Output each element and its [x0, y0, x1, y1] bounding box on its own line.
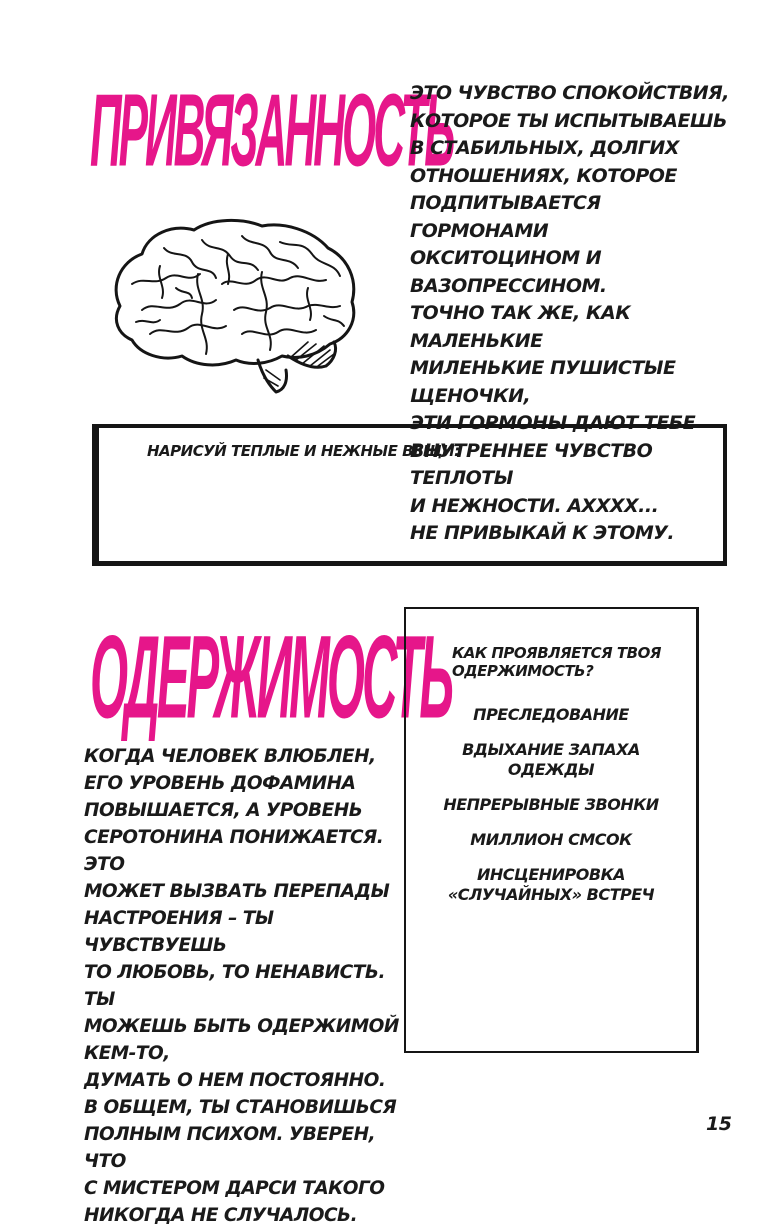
manifestations-list	[406, 705, 696, 920]
brain-icon	[102, 214, 360, 396]
manifestations-question: КАК ПРОЯВЛЯЕТСЯ ТВОЯ ОДЕРЖИМОСТЬ?	[452, 644, 661, 680]
obsession-description: КОГДА ЧЕЛОВЕК ВЛЮБЛЕН, ЕГО УРОВЕНЬ ДОФАМИНА ПОВЫШАЕТСЯ, А УРОВЕНЬ СЕРОТОНИНА ПОНИЖАЕТСЯ. ЭТО МОЖЕТ ВЫЗВАТЬ ПЕРЕПАДЫ НАСТРОЕНИЯ – ТЫ ЧУВСТВУЕШЬ ТО ЛЮБОВЬ, ТО НЕНАВИСТЬ. ТЫ МОЖЕШЬ БЫТЬ ОДЕРЖИМОЙ КЕМ-ТО, ДУМАТЬ О НЕМ ПОСТОЯННО. В ОБЩЕМ, ТЫ СТАНОВИШЬСЯ ПОЛНЫМ ПСИХОМ. УВЕРЕН, ЧТО С МИСТЕРОМ ДАРСИ ТАКОГО НИКОГДА НЕ СЛУЧАЛОСЬ.	[84, 746, 399, 1226]
list-item: МИЛЛИОН СМСОК	[470, 830, 632, 849]
manifestations-box	[404, 607, 699, 1053]
drawing-area[interactable]	[92, 424, 727, 566]
list-item: ВДЫХАНИЕ ЗАПАХА ОДЕЖДЫ	[462, 740, 640, 779]
list-item: ПРЕСЛЕДОВАНИЕ	[473, 705, 629, 724]
attachment-description: ЭТО ЧУВСТВО СПОКОЙСТВИЯ, КОТОРОЕ ТЫ ИСПЫТЫВАЕШЬ В СТАБИЛЬНЫХ, ДОЛГИХ ОТНОШЕНИЯХ, КОТОРОЕ ПОДПИТЫВАЕТСЯ ГОРМОНАМИ ОКСИТОЦИНОМ И ВАЗОПРЕССИНОМ. ТОЧНО ТАК ЖЕ, КАК МАЛЕНЬКИЕ МИЛЕНЬКИЕ ПУШИСТЫЕ ЩЕНОЧКИ, ЭТИ ГОРМОНЫ ДАЮТ ТЕБЕ ВНУТРЕННЕЕ ЧУВСТВО ТЕПЛОТЫ И НЕЖНОСТИ. АХХХХ... НЕ ПРИВЫКАЙ К ЭТОМУ.	[410, 82, 730, 544]
attachment-title: ПРИВЯЗАННОСТЬ	[90, 74, 453, 190]
list-item: НЕПРЕРЫВНЫЕ ЗВОНКИ	[443, 795, 659, 814]
drawing-prompt: НАРИСУЙ ТЕПЛЫЕ И НЕЖНЫЕ ВЕЩИ:	[147, 442, 460, 460]
obsession-title: ОДЕРЖИМОСТЬ	[90, 614, 452, 744]
list-item: ИНСЦЕНИРОВКА «СЛУЧАЙНЫХ» ВСТРЕЧ	[447, 865, 655, 904]
page-number: 15	[706, 1113, 732, 1135]
